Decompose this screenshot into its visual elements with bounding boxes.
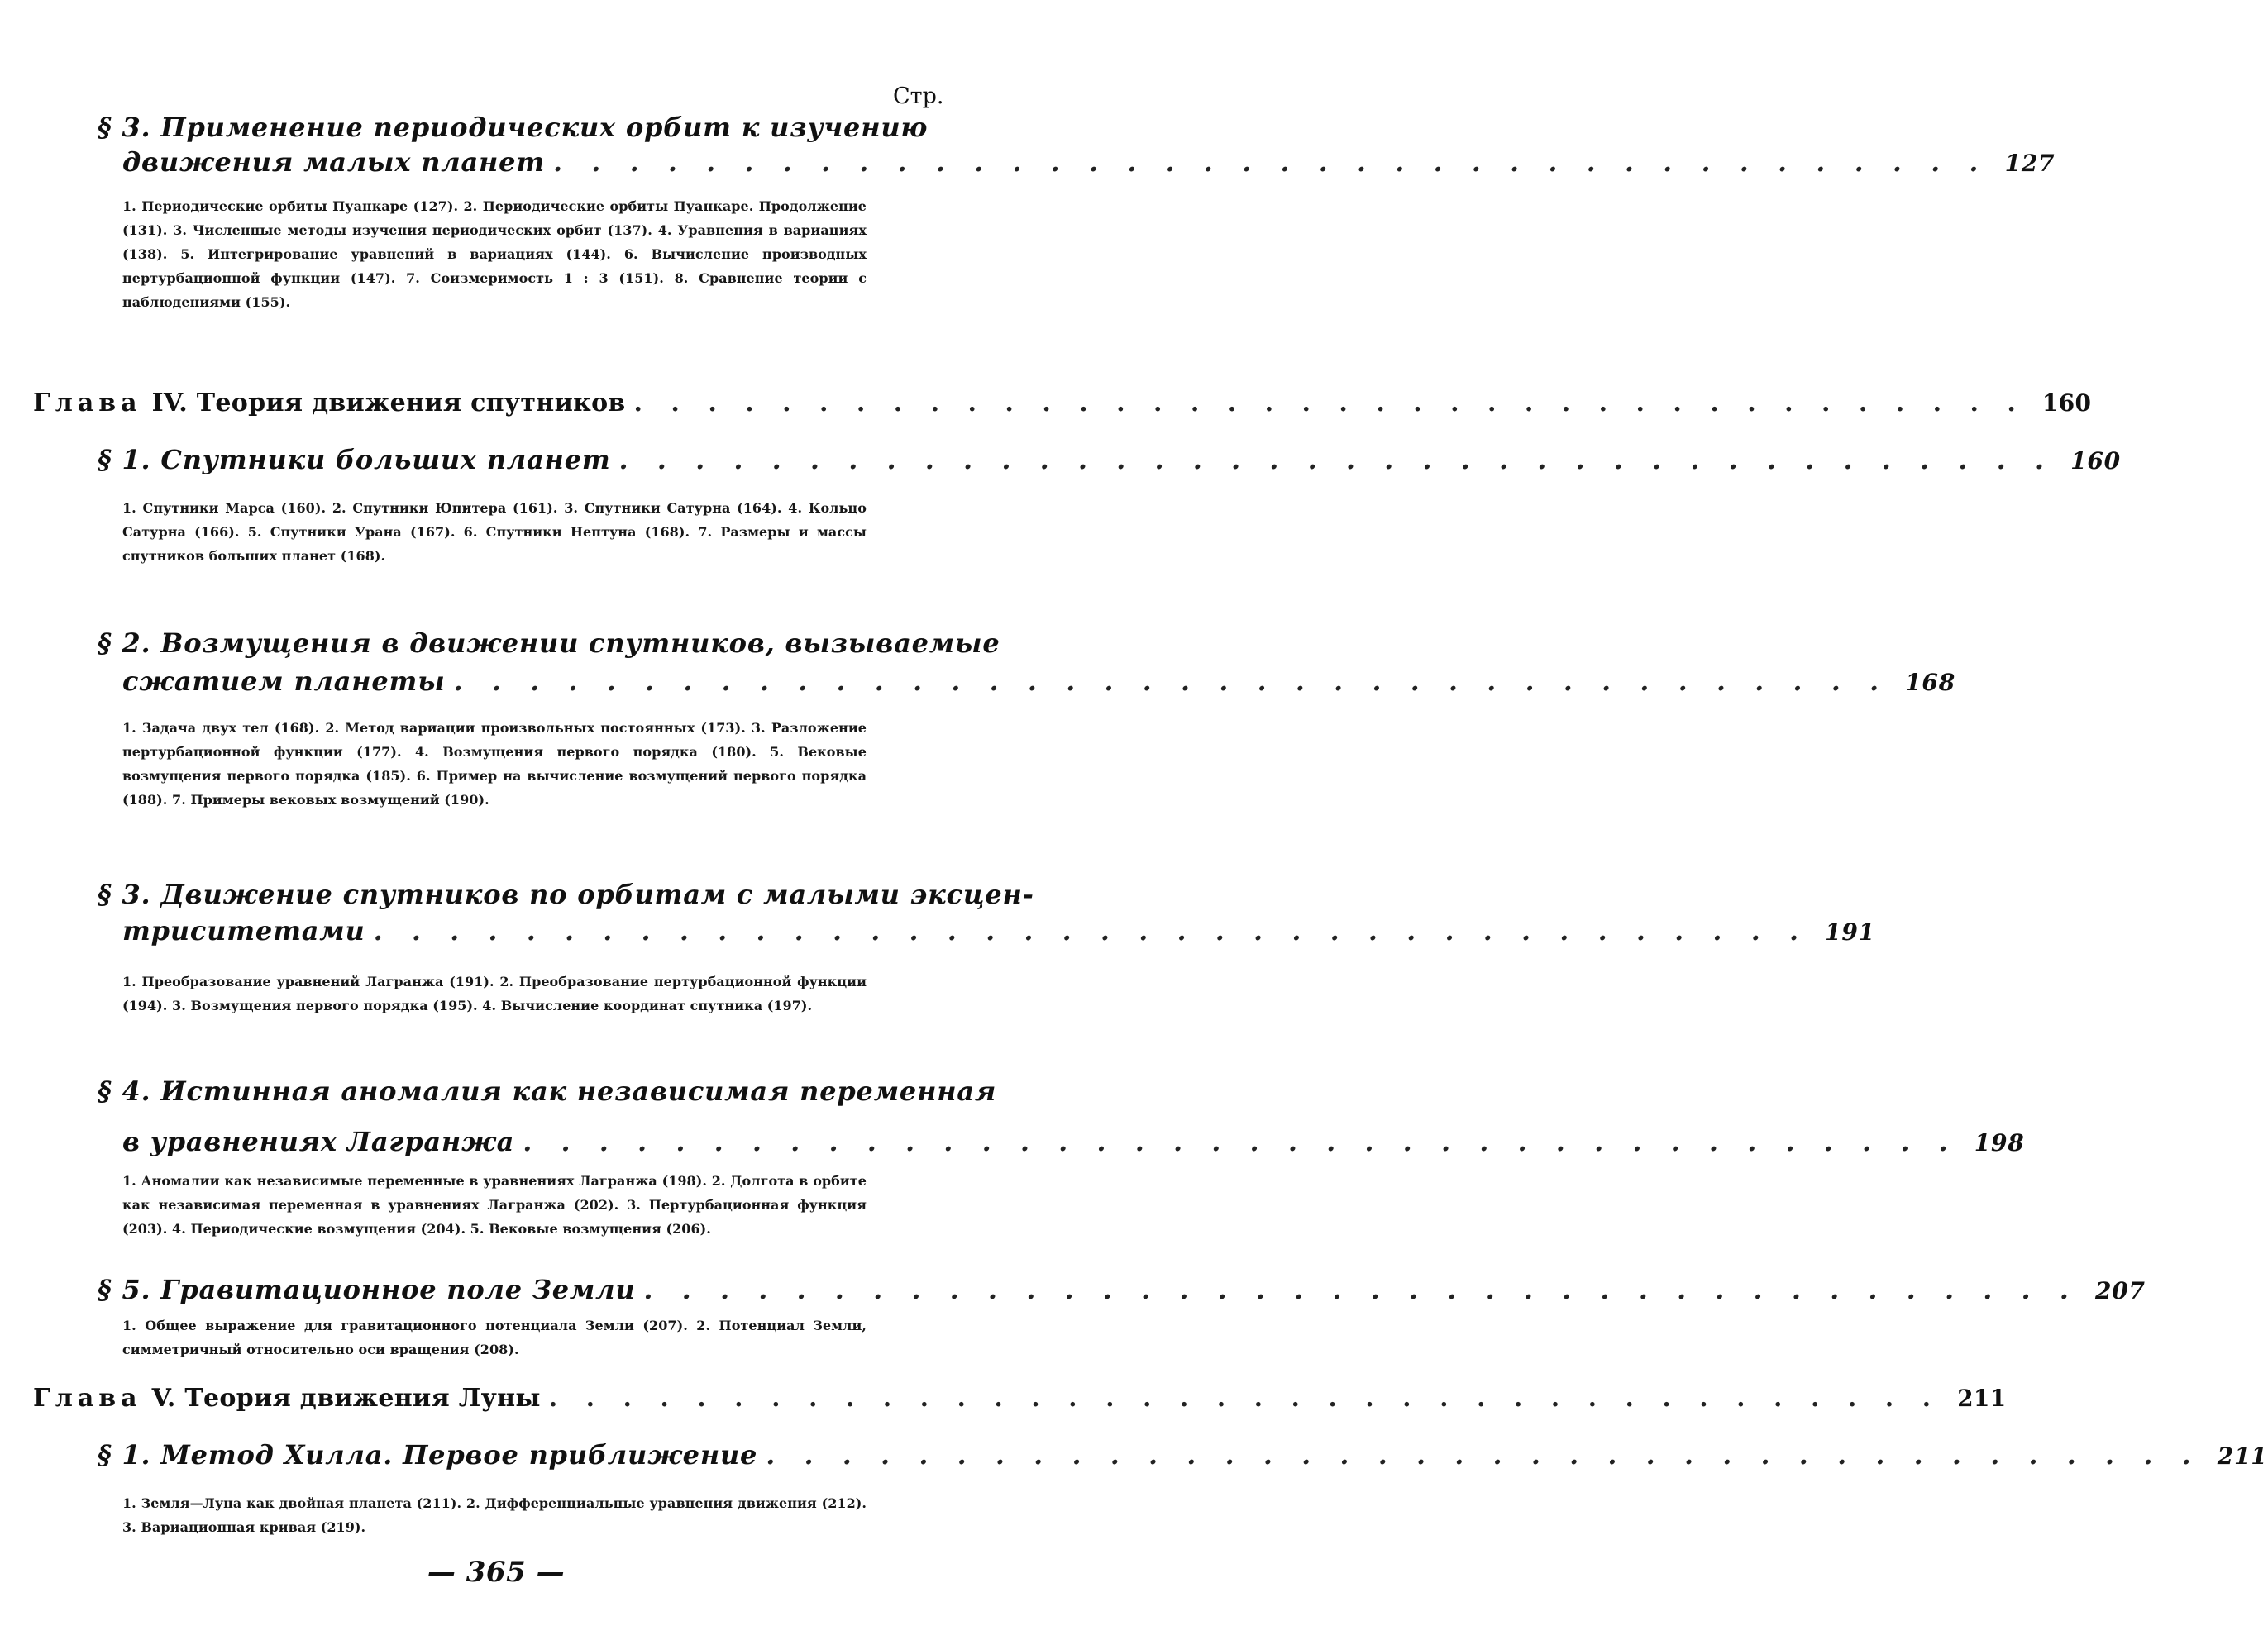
section-details: 1. Задача двух тел (168). 2. Метод вариации произвольных постоянных (173). 3. Разложение пертурбационной функции (177). 4. Возмущения первого порядка (180). 5. Вековые возмущения первого порядка (185). 6. Пример на вычисление возмущений первого порядка (188). 7. Примеры вековых возмущений (190). xyxy=(122,720,867,808)
section-heading xyxy=(98,1075,997,1107)
section-details: 1. Земля—Луна как двойная планета (211). 2. Дифференциальные уравнения движения (212). 3. Вариационная кривая (219). xyxy=(122,1495,867,1535)
section-details: 1. Общее выражение для гравитационного потенциала Земли (207). 2. Потенциал Земли, симметричный относительно оси вращения (208). xyxy=(122,1318,867,1357)
toc-entry-line xyxy=(122,146,2056,178)
section-title: § 1. Спутники больших планет xyxy=(98,444,611,475)
dot-leader: . . . . . . . . . . . . . . . . . . . . . . . . . . . . . . . . . . . . . . xyxy=(553,146,1989,178)
section-heading xyxy=(98,112,929,143)
toc-entry-line xyxy=(122,915,1875,946)
chapter-heading xyxy=(33,389,2092,417)
section-details: 1. Преобразование уравнений Лагранжа (191). 2. Преобразование пертурбационной функции (194). 3. Возмущения первого порядка (195). 4. Вычисление координат спутника (197). xyxy=(122,974,867,1013)
section-heading xyxy=(98,627,1000,659)
section-title-line-2: триситетами xyxy=(122,915,365,946)
page-number: 211 xyxy=(1957,1385,2007,1412)
page-number: 160 xyxy=(2070,447,2121,474)
chapter-heading xyxy=(33,1384,2007,1413)
section-title-line-1: § 4. Истинная аномалия как независимая переменная xyxy=(98,1075,997,1107)
page-number: 207 xyxy=(2094,1277,2146,1304)
dot-leader: . . . . . . . . . . . . . . . . . . . . . . . . . . . . . . . . . . . . . . xyxy=(618,444,2055,475)
toc-entry-line xyxy=(98,1439,2268,1471)
dot-leader: . . . . . . . . . . . . . . . . . . . . . . . . . . . . . . . . . . . . . . xyxy=(643,1274,2079,1305)
page-number: 160 xyxy=(2041,389,2092,417)
chapter-title: V. Теория движения Луны xyxy=(151,1384,541,1413)
page-column-label: Стр. xyxy=(893,83,944,109)
section-details: 1. Аномалии как независимые переменные в уравнениях Лагранжа (198). 2. Долгота в орбите как независимая переменная в уравнениях Лагранжа (202). 3. Пертурбационная функция (203). 4. Периодические возмущения (204). 5. Вековые возмущения (206). xyxy=(122,1173,867,1237)
section-title: § 1. Метод Хилла. Первое приближение xyxy=(98,1439,758,1471)
page-number: 198 xyxy=(1974,1129,2025,1156)
section-title-line-2: движения малых планет xyxy=(122,146,546,178)
dot-leader: . . . . . . . . . . . . . . . . . . . . . . . . . . . . . . . . . . . . . . xyxy=(766,1439,2201,1471)
dot-leader: . . . . . . . . . . . . . . . . . . . . . . . . . . . . . . . . . . . . . . xyxy=(633,389,2026,417)
chapter-title: IV. Теория движения спутников xyxy=(151,389,626,417)
chapter-label: Глава xyxy=(33,389,142,417)
section-details: 1. Периодические орбиты Пуанкаре (127). 2. Периодические орбиты Пуанкаре. Продолжение (131). 3. Численные методы изучения периодических орбит (137). 4. Уравнения в вариациях (138). 5. Интегрирование уравнений в вариациях (144). 6. Вычисление производных пертурбационной функции (147). 7. Соизмеримость 1 : 3 (151). 8. Сравнение теории с наблюдениями (155). xyxy=(122,198,867,310)
section-title-line-1: § 3. Движение спутников по орбитам с малыми эксцен- xyxy=(98,879,1034,910)
chapter-label: Глава xyxy=(33,1384,142,1413)
section-title-line-2: сжатием планеты xyxy=(122,665,446,697)
section-title-line-1: § 2. Возмущения в движении спутников, вызываемые xyxy=(98,627,1000,659)
page-number: 127 xyxy=(2004,150,2056,177)
section-details: 1. Спутники Марса (160). 2. Спутники Юпитера (161). 3. Спутники Сатурна (164). 4. Кольцо Сатурна (166). 5. Спутники Урана (167). 6. Спутники Нептуна (168). 7. Размеры и массы спутников больших планет (168). xyxy=(122,500,867,564)
dot-leader: . . . . . . . . . . . . . . . . . . . . . . . . . . . . . . . . . . . . . . xyxy=(453,665,1889,697)
section-title-line-1: § 3. Применение периодических орбит к изучению xyxy=(98,112,929,143)
section-title: § 5. Гравитационное поле Земли xyxy=(98,1274,636,1305)
page-number: 191 xyxy=(1825,918,1875,946)
dot-leader: . . . . . . . . . . . . . . . . . . . . . . . . . . . . . . . . . . . . . . xyxy=(373,915,1809,946)
toc-entry-line xyxy=(122,1126,2025,1157)
page-footer-number: — 365 — xyxy=(427,1556,566,1589)
toc-entry-line xyxy=(98,1274,2146,1305)
dot-leader: . . . . . . . . . . . . . . . . . . . . . . . . . . . . . . . . . . . . . . xyxy=(548,1384,1941,1413)
section-title-line-2: в уравнениях Лагранжа xyxy=(122,1126,515,1157)
page-number: 211 xyxy=(2217,1442,2268,1470)
page-number: 168 xyxy=(1905,669,1955,696)
toc-entry-line xyxy=(98,444,2121,475)
toc-entry-line xyxy=(122,665,1955,697)
section-heading xyxy=(98,879,1034,910)
dot-leader: . . . . . . . . . . . . . . . . . . . . . . . . . . . . . . . . . . . . . . xyxy=(523,1126,1958,1157)
